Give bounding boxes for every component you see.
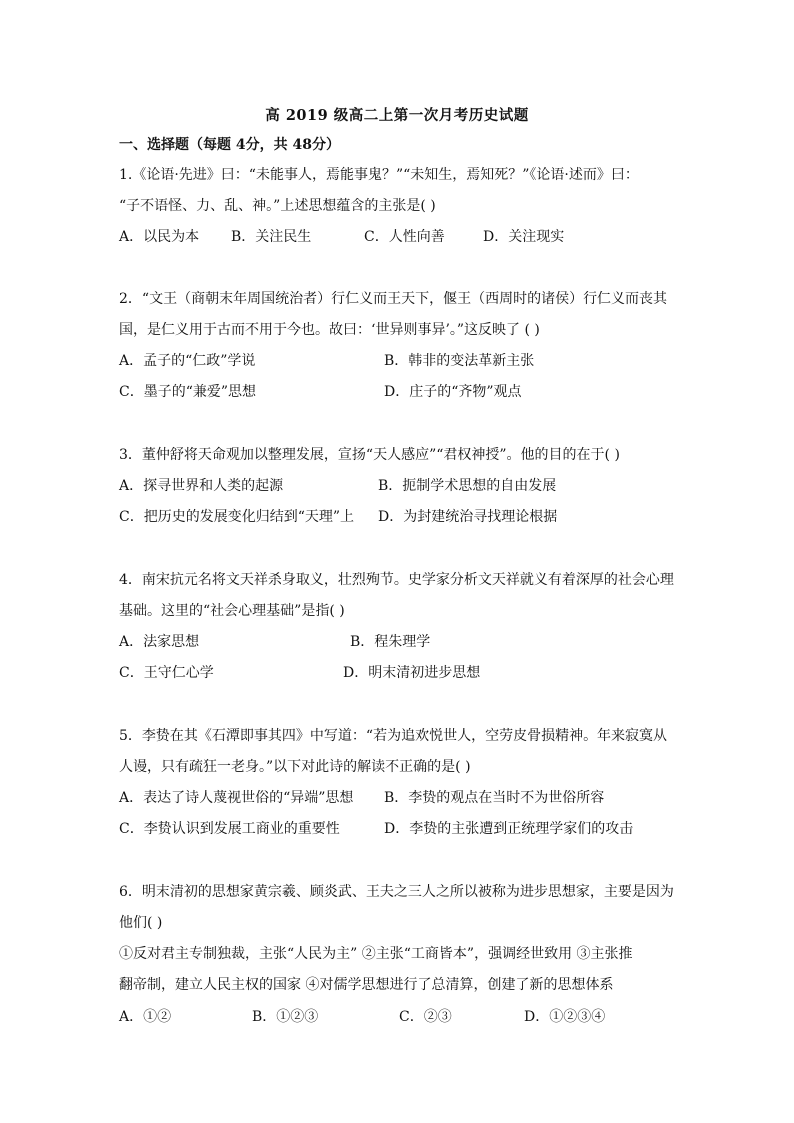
- q2-option-b: B．韩非的变法革新主张: [384, 353, 535, 369]
- q5-option-b: B．李贽的观点在当时不为世俗所容: [384, 790, 605, 806]
- q6-option-d: D．①②③④: [524, 1009, 606, 1025]
- q1-stem-line-1: 1.《论语·先进》曰：“未能事人，焉能事鬼？”“未知生，焉知死？”《论语·述而》曰：: [119, 167, 639, 183]
- q1-option-a: A．以民为本: [119, 229, 200, 245]
- q4-stem-line-2: 基础。这里的“社会心理基础”是指( ): [119, 603, 345, 619]
- q4-option-b: B．程朱理学: [350, 634, 431, 650]
- q2-option-d: D．庄子的“齐物”观点: [384, 384, 522, 400]
- q1-stem-line-2: “子不语怪、力、乱、神。”上述思想蕴含的主张是( ): [119, 198, 436, 214]
- exam-title: 高 2019 级高二上第一次月考历史试题: [265, 107, 529, 124]
- q6-stem-line-4: 翻帝制，建立人民主权的国家 ④对儒学思想进行了总清算，创建了新的思想体系: [119, 977, 614, 993]
- q6-option-c: C．②③: [399, 1009, 452, 1025]
- q6-stem-line-2: 他们( ): [119, 915, 163, 931]
- q5-option-a: A．表达了诗人蔑视世俗的“异端”思想: [119, 790, 354, 806]
- q3-stem-line-1: 3．董仲舒将天命观加以整理发展，宣扬“天人感应”“君权神授”。他的目的在于( ): [119, 447, 620, 463]
- q2-stem-line-1: 2．“文王（商朝末年周国统治者）行仁义而王天下，偃王（西周时的诸侯）行仁义而丧其: [119, 291, 668, 307]
- q1-option-c: C．人性向善: [364, 229, 445, 245]
- q5-option-d: D．李贽的主张遭到正统理学家们的攻击: [384, 821, 634, 837]
- q5-stem-line-2: 人谩，只有疏狂一老身。”以下对此诗的解读不正确的是( ): [119, 759, 471, 775]
- q4-option-d: D．明末清初进步思想: [343, 665, 481, 681]
- q2-option-c: C．墨子的“兼爱”思想: [119, 384, 257, 400]
- q3-option-d: D．为封建统治寻找理论根据: [378, 509, 558, 525]
- q4-stem-line-1: 4．南宋抗元名将文天祥杀身取义，壮烈殉节。史学家分析文天祥就义有着深厚的社会心理: [119, 572, 674, 588]
- q2-stem-line-2: 国，是仁义用于古而不用于今也。故曰：‘世异则事异’。”这反映了 ( ): [119, 322, 540, 338]
- q2-option-a: A．孟子的“仁政”学说: [119, 353, 256, 369]
- q3-option-a: A．探寻世界和人类的起源: [119, 478, 284, 494]
- q6-option-b: B．①②③: [252, 1009, 319, 1025]
- q5-option-c: C．李贽认识到发展工商业的重要性: [119, 821, 340, 837]
- q6-stem-line-3: ①反对君主专制独裁，主张“人民为主” ②主张“工商皆本”，强调经世致用 ③主张推: [119, 946, 633, 962]
- section-heading: 一、选择题（每题 4分，共 48分）: [119, 137, 340, 153]
- q1-option-b: B．关注民生: [231, 229, 312, 245]
- q1-option-d: D．关注现实: [483, 229, 565, 245]
- q3-option-c: C．把历史的发展变化归结到“天理”上: [119, 509, 355, 525]
- q3-option-b: B．扼制学术思想的自由发展: [378, 478, 557, 494]
- q6-stem-line-1: 6．明末清初的思想家黄宗羲、顾炎武、王夫之三人之所以被称为进步思想家，主要是因为: [119, 884, 674, 900]
- q6-option-a: A．①②: [119, 1009, 172, 1025]
- q4-option-a: A．法家思想: [119, 634, 200, 650]
- q4-option-c: C．王守仁心学: [119, 665, 214, 681]
- q5-stem-line-1: 5．李贽在其《石潭即事其四》中写道：“若为追欢悦世人，空劳皮骨损精神。年来寂寞从: [119, 728, 668, 744]
